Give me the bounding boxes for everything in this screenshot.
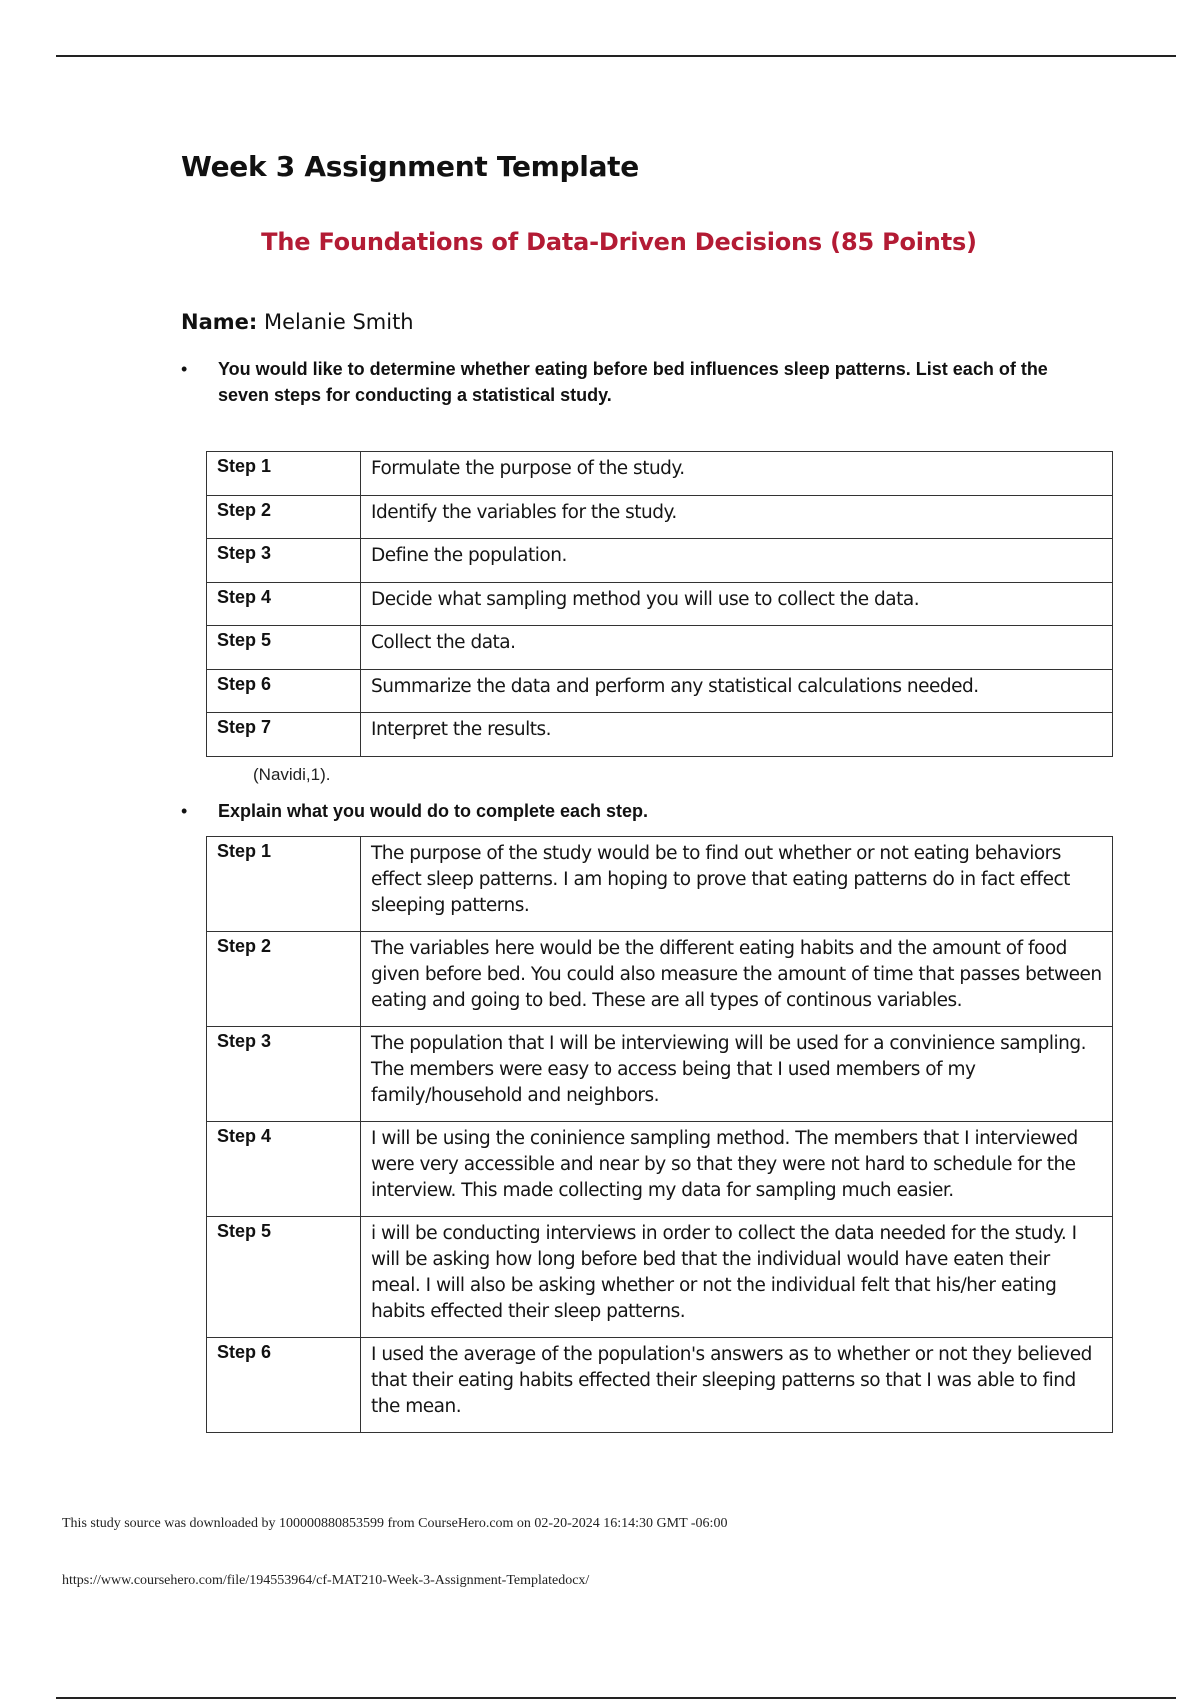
step-label: Step 5: [207, 1217, 361, 1338]
student-name-line: [181, 310, 414, 334]
table-row: [207, 837, 1113, 932]
download-notice: This study source was downloaded by 100000880853599 from CourseHero.com on 02-20-2024 16:14:30 GMT -06:00: [62, 1516, 728, 1531]
table-row: [207, 713, 1113, 757]
top-divider: [56, 55, 1176, 57]
step-explanation: The variables here would be the different eating habits and the amount of food given before bed. You could also measure the amount of time that passes between eating and going to bed. These are all types of continous variables.: [361, 932, 1113, 1027]
page-title: Week 3 Assignment Template: [181, 150, 639, 183]
table-row: [207, 626, 1113, 670]
step-explanation: I will be using the coninience sampling method. The members that I interviewed were very accessible and near by so that they were not hard to schedule for the interview. This made collecting my data for sampling much easier.: [361, 1122, 1113, 1217]
question-2-text: Explain what you would do to complete each step.: [218, 801, 649, 821]
step-description: Identify the variables for the study.: [361, 495, 1113, 539]
steps-explanation-table: [206, 836, 1113, 1433]
step-description: Collect the data.: [361, 626, 1113, 670]
step-label: Step 3: [207, 1027, 361, 1122]
step-label: Step 4: [207, 1122, 361, 1217]
table-row: [207, 1338, 1113, 1433]
step-label: Step 4: [207, 582, 361, 626]
table-row: [207, 582, 1113, 626]
table-row: [207, 1122, 1113, 1217]
step-description: Formulate the purpose of the study.: [361, 452, 1113, 496]
step-explanation: The purpose of the study would be to find out whether or not eating behaviors effect sleep patterns. I am hoping to prove that eating patterns do in fact effect sleeping patterns.: [361, 837, 1113, 932]
name-label: Name:: [181, 310, 258, 334]
step-description: Interpret the results.: [361, 713, 1113, 757]
step-description: Define the population.: [361, 539, 1113, 583]
step-label: Step 3: [207, 539, 361, 583]
step-description: Decide what sampling method you will use to collect the data.: [361, 582, 1113, 626]
assignment-subtitle: The Foundations of Data-Driven Decisions (85 Points): [261, 228, 977, 256]
table-row: [207, 495, 1113, 539]
step-label: Step 1: [207, 837, 361, 932]
step-description: Summarize the data and perform any statistical calculations needed.: [361, 669, 1113, 713]
step-label: Step 1: [207, 452, 361, 496]
question-2: [181, 798, 1061, 824]
question-1: [181, 356, 1061, 408]
table-row: [207, 669, 1113, 713]
citation: (Navidi,1).: [253, 765, 331, 784]
step-explanation: i will be conducting interviews in order to collect the data needed for the study. I will be asking how long before bed that the individual would have eaten their meal. I will also be asking whether or not the individual felt that his/her eating habits effected their sleep patterns.: [361, 1217, 1113, 1338]
step-label: Step 2: [207, 495, 361, 539]
step-label: Step 6: [207, 1338, 361, 1433]
bottom-divider: [56, 1697, 1176, 1699]
table-row: [207, 539, 1113, 583]
table-row: [207, 1027, 1113, 1122]
question-1-text: You would like to determine whether eating before bed influences sleep patterns. List each of the seven steps for conducting a statistical study.: [218, 359, 1048, 405]
bullet-marker: •: [181, 801, 188, 821]
table-row: [207, 932, 1113, 1027]
step-explanation: The population that I will be interviewing will be used for a convinience sampling. The members were easy to access being that I used members of my family/household and neighbors.: [361, 1027, 1113, 1122]
step-label: Step 2: [207, 932, 361, 1027]
table-row: [207, 452, 1113, 496]
steps-list-table: [206, 451, 1113, 757]
table-row: [207, 1217, 1113, 1338]
step-label: Step 6: [207, 669, 361, 713]
student-name: Melanie Smith: [263, 310, 414, 334]
bullet-marker: •: [181, 359, 188, 379]
step-label: Step 7: [207, 713, 361, 757]
step-explanation: I used the average of the population's answers as to whether or not they believed that their eating habits effected their sleeping patterns so that I was able to find the mean.: [361, 1338, 1113, 1433]
step-label: Step 5: [207, 626, 361, 670]
source-url[interactable]: https://www.coursehero.com/file/194553964/cf-MAT210-Week-3-Assignment-Templatedocx/: [62, 1573, 590, 1588]
